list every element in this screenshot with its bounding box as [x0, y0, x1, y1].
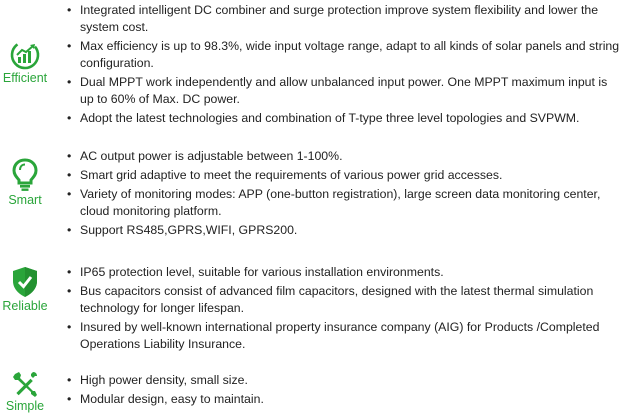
- chart-up-icon: [10, 40, 40, 70]
- section-label: Reliable: [2, 299, 48, 313]
- list-item: • Bus capacitors consist of advanced film capacitors, designed with the latest thermal simulation technology for longer lifespan.: [64, 283, 622, 317]
- list-item: • High power density, small size.: [64, 372, 622, 389]
- bullet-list: [64, 264, 622, 355]
- section-label: Simple: [5, 399, 45, 413]
- list-item: • AC output power is adjustable between 1-100%.: [64, 148, 622, 165]
- section-label: Smart: [8, 193, 42, 207]
- shield-check-icon: [11, 266, 39, 298]
- bullet-list: [64, 372, 622, 410]
- tools-icon: [11, 370, 39, 398]
- section-label: Efficient: [2, 71, 48, 85]
- simple-badge: [0, 370, 56, 413]
- list-item: • Adopt the latest technologies and combination of T-type three level topologies and SVPWM.: [64, 110, 622, 127]
- smart-badge: [0, 158, 56, 207]
- efficient-badge: [0, 40, 56, 85]
- list-item: • Modular design, easy to maintain.: [64, 391, 622, 408]
- list-item: • Variety of monitoring modes: APP (one-button registration), large screen data monitoring center, cloud monitoring platform.: [64, 186, 622, 220]
- bullet-list: [64, 148, 622, 241]
- list-item: • Smart grid adaptive to meet the requirements of various power grid accesses.: [64, 167, 622, 184]
- list-item: • Max efficiency is up to 98.3%, wide input voltage range, adapt to all kinds of solar panels and string configuration.: [64, 38, 622, 72]
- list-item: • Integrated intelligent DC combiner and surge protection improve system flexibility and lower the system cost.: [64, 2, 622, 36]
- reliable-badge: [0, 266, 56, 313]
- list-item: • Insured by well-known international property insurance company (AIG) for Products /Completed Operations Liability Insurance.: [64, 319, 622, 353]
- list-item: • Dual MPPT work independently and allow unbalanced input power. One MPPT maximum input is up to 60% of Max. DC power.: [64, 74, 622, 108]
- list-item: • Support RS485,GPRS,WIFI, GPRS200.: [64, 222, 622, 239]
- lightbulb-icon: [12, 158, 38, 192]
- list-item: • IP65 protection level, suitable for various installation environments.: [64, 264, 622, 281]
- bullet-list: [64, 2, 622, 129]
